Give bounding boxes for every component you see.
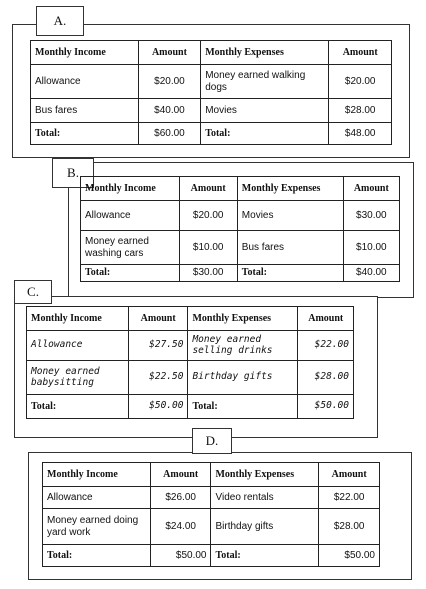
expense-amount: $22.00 — [298, 331, 354, 361]
expense-total: $50.00 — [319, 545, 380, 567]
amount-header: Amount — [138, 41, 201, 65]
expense-item: Movies — [237, 201, 343, 231]
expenses-header: Monthly Expenses — [237, 177, 343, 201]
expense-item: Video rentals — [211, 487, 319, 509]
income-item: Allowance — [81, 201, 180, 231]
expense-total-label: Total: — [211, 545, 319, 567]
expense-item: Bus fares — [237, 231, 343, 265]
income-header: Monthly Income — [81, 177, 180, 201]
expense-total: $50.00 — [298, 395, 354, 419]
amount-header: Amount — [128, 307, 188, 331]
income-amount: $20.00 — [138, 65, 201, 99]
expense-amount: $30.00 — [343, 201, 399, 231]
panel-d-label: D. — [192, 428, 232, 454]
income-amount: $24.00 — [150, 509, 211, 545]
income-item: Money earned washing cars — [81, 231, 180, 265]
budget-table-d — [42, 462, 380, 567]
income-total-label: Total: — [81, 265, 180, 282]
amount-header: Amount — [179, 177, 237, 201]
income-item: Money earned doing yard work — [43, 509, 151, 545]
panel-c-label: C. — [14, 280, 52, 304]
income-total: $30.00 — [179, 265, 237, 282]
income-total: $50.00 — [128, 395, 188, 419]
expense-amount: $28.00 — [298, 361, 354, 395]
expense-amount: $10.00 — [343, 231, 399, 265]
income-amount: $26.00 — [150, 487, 211, 509]
income-total-label: Total: — [27, 395, 129, 419]
expenses-header: Monthly Expenses — [211, 463, 319, 487]
budget-table-a — [30, 40, 392, 145]
expense-total: $48.00 — [329, 123, 392, 145]
expense-amount: $22.00 — [319, 487, 380, 509]
expense-amount: $28.00 — [329, 99, 392, 123]
budget-table-c — [26, 306, 354, 419]
income-item: Allowance — [27, 331, 129, 361]
amount-header: Amount — [298, 307, 354, 331]
panel-a-label: A. — [36, 6, 84, 36]
expense-amount: $28.00 — [319, 509, 380, 545]
budget-table-b — [80, 176, 400, 282]
expense-item: Money earned selling drinks — [188, 331, 298, 361]
income-item: Money earned babysitting — [27, 361, 129, 395]
expense-item: Movies — [201, 99, 329, 123]
income-item: Allowance — [31, 65, 139, 99]
expense-total-label: Total: — [201, 123, 329, 145]
income-amount: $22.50 — [128, 361, 188, 395]
income-total-label: Total: — [43, 545, 151, 567]
income-header: Monthly Income — [43, 463, 151, 487]
amount-header: Amount — [343, 177, 399, 201]
income-total: $50.00 — [150, 545, 211, 567]
income-amount: $27.50 — [128, 331, 188, 361]
income-item: Bus fares — [31, 99, 139, 123]
expense-amount: $20.00 — [329, 65, 392, 99]
expense-total-label: Total: — [237, 265, 343, 282]
income-item: Allowance — [43, 487, 151, 509]
expense-total: $40.00 — [343, 265, 399, 282]
expense-total-label: Total: — [188, 395, 298, 419]
expense-item: Birthday gifts — [211, 509, 319, 545]
income-header: Monthly Income — [27, 307, 129, 331]
income-total-label: Total: — [31, 123, 139, 145]
expenses-header: Monthly Expenses — [188, 307, 298, 331]
expenses-header: Monthly Expenses — [201, 41, 329, 65]
income-header: Monthly Income — [31, 41, 139, 65]
income-amount: $10.00 — [179, 231, 237, 265]
income-total: $60.00 — [138, 123, 201, 145]
expense-item: Birthday gifts — [188, 361, 298, 395]
expense-item: Money earned walking dogs — [201, 65, 329, 99]
panel-b-label: B. — [52, 158, 94, 188]
income-amount: $20.00 — [179, 201, 237, 231]
amount-header: Amount — [319, 463, 380, 487]
amount-header: Amount — [150, 463, 211, 487]
income-amount: $40.00 — [138, 99, 201, 123]
amount-header: Amount — [329, 41, 392, 65]
